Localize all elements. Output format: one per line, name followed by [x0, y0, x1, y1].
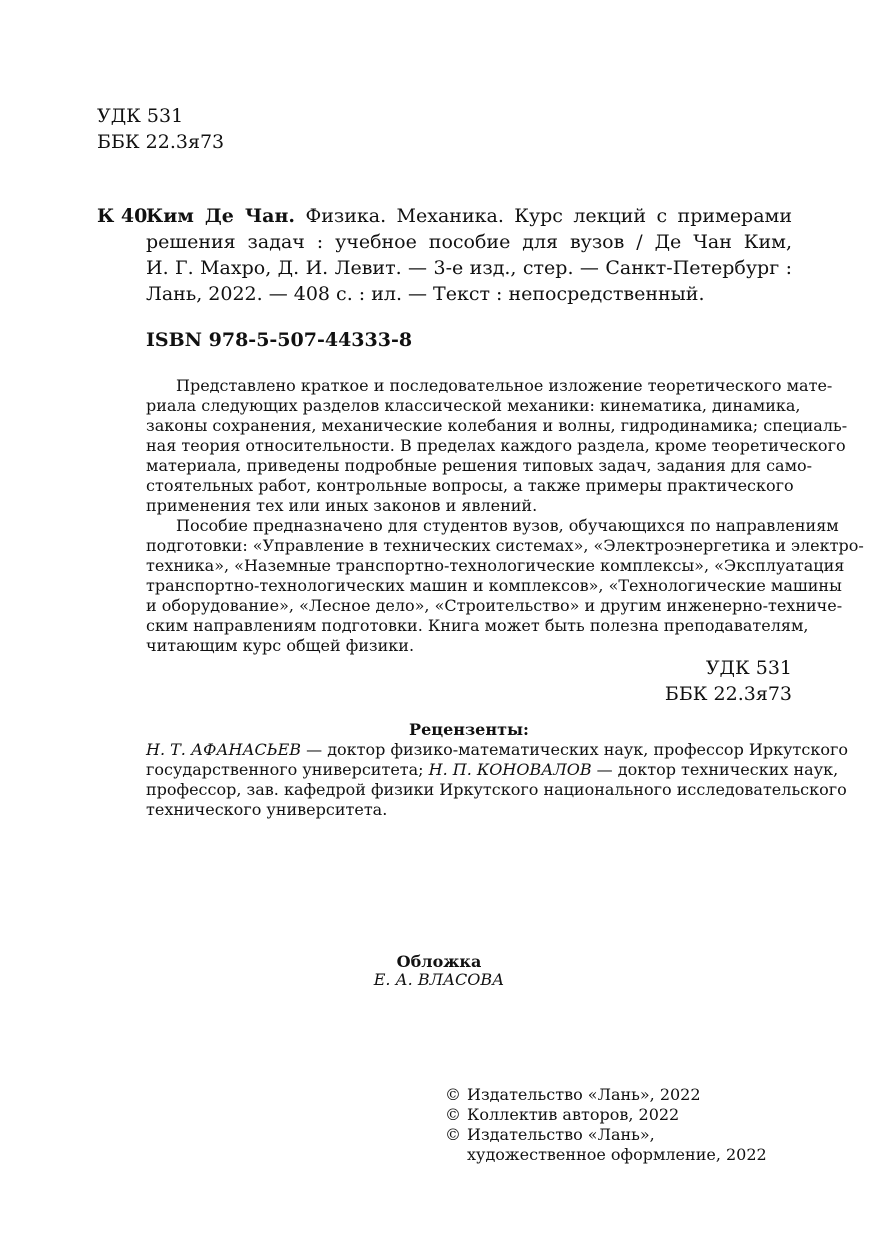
biblio-line: решения задач : учебное пособие для вузов / Де Чан Ким,	[146, 231, 792, 253]
reviewer-name: Н. Т. АФАНАСЬЕВ	[146, 740, 302, 759]
cover-designer: Е. А. ВЛАСОВА	[373, 970, 505, 989]
copyright-line: художественное оформление, 2022	[467, 1145, 767, 1164]
reviewers-line: Н. Т. АФАНАСЬЕВ — доктор физико-математических наук, профессор Иркутского	[146, 740, 848, 759]
abstract	[146, 376, 864, 656]
bbk-code: ББК 22.3я73	[97, 131, 225, 153]
abstract-line: техника», «Наземные транспортно-технологические комплексы», «Эксплуатация	[146, 556, 845, 575]
abstract-line: применения тех или иных законов и явлений.	[146, 496, 538, 515]
abstract-line: транспортно-технологических машин и комплексов», «Технологические машины	[146, 576, 842, 595]
udk-block-top	[97, 103, 224, 155]
abstract-line: ная теория относительности. В пределах каждого раздела, кроме теоретического	[146, 436, 846, 455]
isbn: ISBN 978-5-507-44333-8	[146, 329, 413, 351]
reviewers-line: государственного университета; Н. П. КОНОВАЛОВ — доктор технических наук,	[146, 760, 839, 779]
abstract-line: читающим курс общей физики.	[146, 636, 415, 655]
biblio-line	[146, 203, 792, 229]
reviewers-title: Рецензенты:	[409, 720, 529, 739]
copyright-block	[445, 1085, 767, 1165]
abstract-line: риала следующих разделов классической механики: кинематика, динамика,	[146, 396, 801, 415]
bbk-code: ББК 22.3я73	[664, 683, 792, 705]
biblio-title: Физика. Механика. Курс лекций с примерами	[305, 205, 792, 227]
reviewer-name: Н. П. КОНОВАЛОВ	[428, 760, 592, 779]
abstract-line: ским направлениям подготовки. Книга может быть полезна преподавателям,	[146, 616, 809, 635]
abstract-line: законы сохранения, механические колебания и волны, гидродинамика; специаль-	[146, 416, 848, 435]
reviewers-line: технического университета.	[146, 800, 388, 819]
abstract-line: Представлено краткое и последовательное изложение теоретического мате-	[176, 376, 833, 395]
author-code: К 40	[97, 205, 148, 227]
abstract-line: Пособие предназначено для студентов вузов, обучающихся по направлениям	[176, 516, 839, 535]
udk-code: УДК 531	[97, 105, 184, 127]
abstract-line: стоятельных работ, контрольные вопросы, а также примеры практического	[146, 476, 794, 495]
cover-title: Обложка	[396, 952, 482, 971]
biblio-line: И. Г. Махро, Д. И. Левит. — 3-е изд., стер. — Санкт-Петербург :	[146, 257, 792, 279]
abstract-line: материала, приведены подробные решения типовых задач, задания для само-	[146, 456, 813, 475]
biblio-line: Лань, 2022. — 408 с. : ил. — Текст : непосредственный.	[146, 283, 705, 305]
abstract-line: и оборудование», «Лесное дело», «Строительство» и другим инженерно-техниче-	[146, 596, 843, 615]
copyright-line: © Издательство «Лань», 2022	[445, 1085, 701, 1104]
copyright-line: © Коллектив авторов, 2022	[445, 1105, 680, 1124]
copyright-icon: ©	[445, 1085, 461, 1104]
udk-code: УДК 531	[705, 657, 792, 679]
reviewers	[146, 740, 848, 820]
copyright-icon: ©	[445, 1105, 461, 1124]
copyright-icon: ©	[445, 1125, 461, 1144]
biblio-author: Ким Де Чан.	[146, 205, 296, 227]
bibliographic-record	[146, 203, 792, 307]
udk-block-bottom	[660, 655, 792, 707]
reviewers-line: профессор, зав. кафедрой физики Иркутского национального исследовательского	[146, 780, 847, 799]
copyright-line: © Издательство «Лань»,	[445, 1125, 655, 1144]
abstract-line: подготовки: «Управление в технических системах», «Электроэнергетика и электро-	[146, 536, 864, 555]
